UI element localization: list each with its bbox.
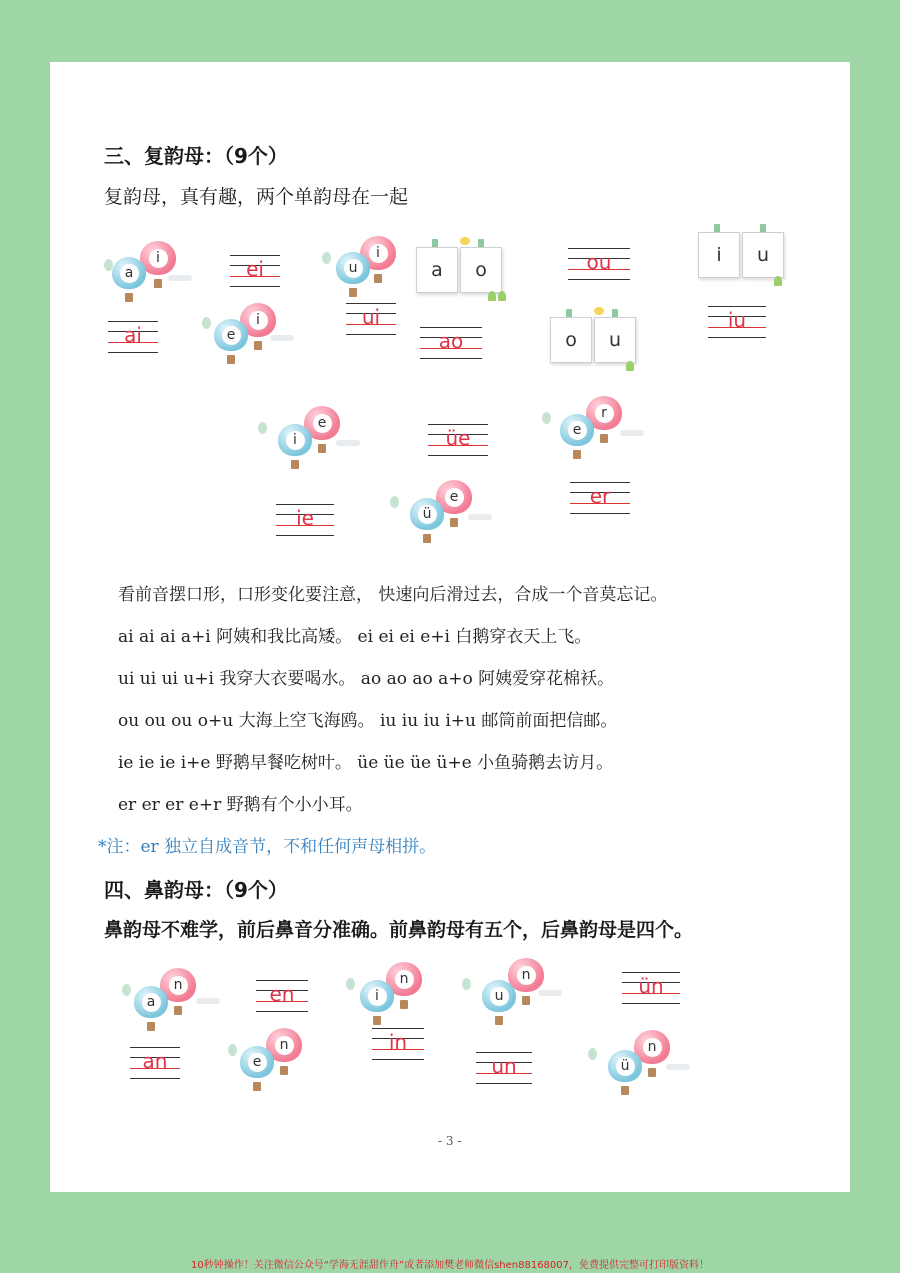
balloon-letter: e [313,414,332,433]
balloon-letter: i [369,244,388,263]
final-ei: ei [246,257,264,281]
balloon-pair [388,476,488,551]
balloon-letter: e [568,421,587,440]
balloon-letter: e [248,1053,267,1072]
section4-title: 四、鼻韵母：（9个） [104,878,288,902]
rhyme-line: ui ui ui u+i 我穿大衣要喝水。 ao ao ao a+o 阿姨爱穿花棉袄。 [118,669,615,689]
balloon-letter: n [275,1036,294,1055]
balloon-letter: e [222,326,241,345]
card-letter: o [460,247,502,293]
card-letter: u [742,232,784,278]
balloon-pair [226,1024,326,1099]
letter-cards [696,224,792,292]
final-er: er [589,484,611,508]
final-writing-grid [372,1028,424,1060]
final-writing-grid [230,255,280,287]
final-writing-grid [708,306,766,338]
final-iu: iu [727,308,747,332]
final-ie: ie [296,506,314,530]
final-ue: üe [445,426,471,450]
letter-cards [548,309,644,377]
card-letter: a [416,247,458,293]
final-writing-grid [346,303,396,335]
balloon-pair [102,237,202,312]
final-writing-grid [568,248,630,280]
final-vn: ün [638,974,664,998]
balloon-letter: u [490,987,509,1006]
balloon-letter: a [120,264,139,283]
balloon-letter: i [249,311,268,330]
footer-banner: 10秒钟操作！关注微信公众号“学海无涯甜作舟”或者添加樊老师微信shen88168007，免费提供完整可打印版资料！ [190,1260,710,1271]
balloon-letter: n [643,1038,662,1057]
balloon-letter: i [368,987,387,1006]
balloon-pair [120,964,220,1039]
balloon-pair [200,299,300,374]
final-ui: ui [361,305,381,329]
rhyme-line: ou ou ou o+u 大海上空飞海鸥。 iu iu iu i+u 邮筒前面把信邮。 [118,711,618,731]
card-letter: u [594,317,636,363]
balloon-letter: r [595,404,614,423]
rhyme-line: 看前音摆口形，口形变化要注意， 快速向后滑过去，合成一个音莫忘记。 [118,585,668,605]
final-un: un [491,1054,517,1078]
final-writing-grid [428,424,488,456]
balloon-letter: e [445,488,464,507]
balloon-pair [540,392,640,467]
final-ai: ai [124,323,142,347]
final-writing-grid [420,327,482,359]
balloon-letter: n [517,966,536,985]
balloon-letter: n [169,976,188,995]
balloon-letter: a [142,993,161,1012]
balloon-letter: ü [418,505,437,524]
final-writing-grid [570,482,630,514]
final-writing-grid [276,504,334,536]
final-en: en [269,982,295,1006]
letter-cards [414,239,510,307]
final-writing-grid [256,980,308,1012]
final-writing-grid [476,1052,532,1084]
rhyme-line: er er er e+r 野鹅有个小小耳。 [118,795,363,815]
balloon-pair [344,958,444,1033]
er-note: *注：er 独立自成音节，不和任何声母相拼。 [98,837,437,857]
balloon-letter: i [286,431,305,450]
final-writing-grid [130,1047,180,1079]
final-an: an [142,1049,168,1073]
final-in: in [388,1030,408,1054]
balloon-pair [256,402,356,477]
final-ao: ao [438,329,464,353]
balloon-pair [586,1028,686,1103]
rhyme-line: ie ie ie i+e 野鹅早餐吃树叶。 üe üe üe ü+e 小鱼骑鹅去访月。 [118,753,614,773]
balloon-letter: u [344,259,363,278]
page-number: - 3 - [438,1134,462,1148]
balloon-pair [320,232,420,307]
balloon-letter: ü [616,1057,635,1076]
balloon-letter: i [149,249,168,268]
section3-title: 三、复韵母：（9个） [104,144,288,168]
card-letter: o [550,317,592,363]
section4-subtitle: 鼻韵母不难学，前后鼻音分准确。前鼻韵母有五个，后鼻韵母是四个。 [104,919,694,941]
final-writing-grid [622,972,680,1004]
balloon-pair [460,958,560,1033]
final-writing-grid [108,321,158,353]
rhyme-line: ai ai ai a+i 阿姨和我比高矮。 ei ei ei e+i 白鹅穿衣天上飞。 [118,627,592,647]
section3-subtitle: 复韵母，真有趣，两个单韵母在一起 [104,186,409,208]
card-letter: i [698,232,740,278]
balloon-letter: n [395,970,414,989]
worksheet-page [50,62,850,1192]
final-ou: ou [586,250,612,274]
